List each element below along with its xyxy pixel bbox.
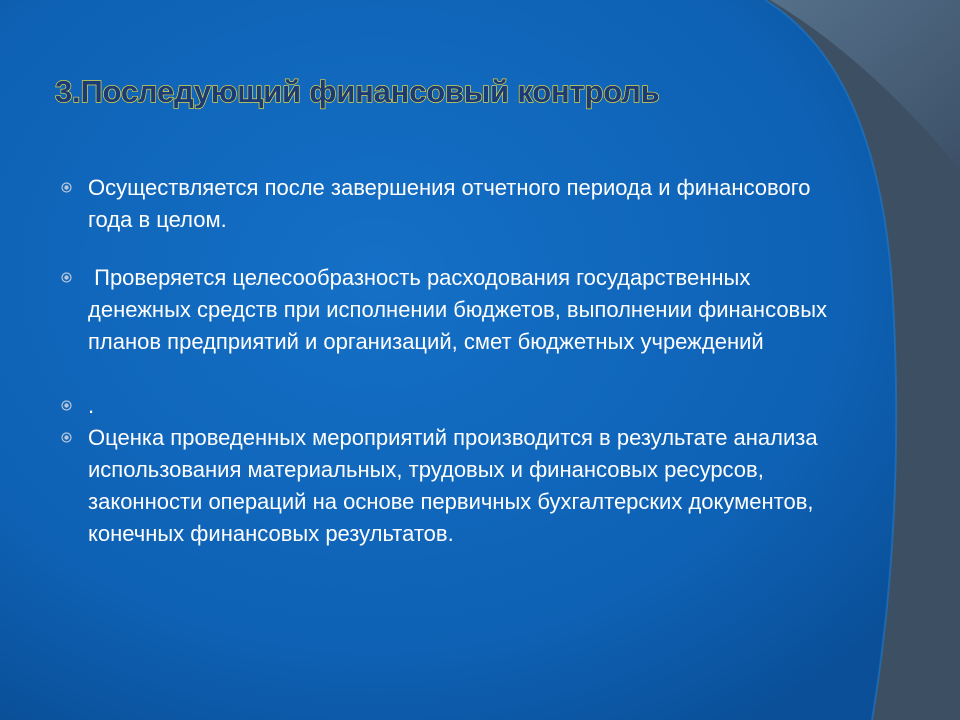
bullet-text: Оценка проведенных мероприятий производится в результате анализа использования материальных, трудовых и финансовых ресурсов, законности операций на основе первичных бухгалтерских документов, конечных финансовых результатов. xyxy=(88,425,818,546)
bullet-item xyxy=(60,422,830,550)
bullet-text: Осуществляется после завершения отчетного периода и финансового года в целом. xyxy=(88,175,811,232)
circle-bullet-icon xyxy=(61,432,72,443)
bullet-item xyxy=(60,390,830,422)
bullet-text: . xyxy=(88,393,95,418)
circle-bullet-icon xyxy=(61,182,72,193)
bullet-item xyxy=(60,172,830,262)
bullet-text: Проверяется целесообразность расходования государственных денежных средств при исполнении бюджетов, выполнении финансовых планов предприятий и организаций, смет бюджетных учреждений xyxy=(88,265,834,354)
circle-bullet-icon xyxy=(61,272,72,283)
bullet-item xyxy=(60,262,834,390)
circle-bullet-icon xyxy=(61,400,72,411)
bullet-list xyxy=(60,172,834,550)
slide-title: 3.Последующий финансовый контроль xyxy=(55,74,660,109)
